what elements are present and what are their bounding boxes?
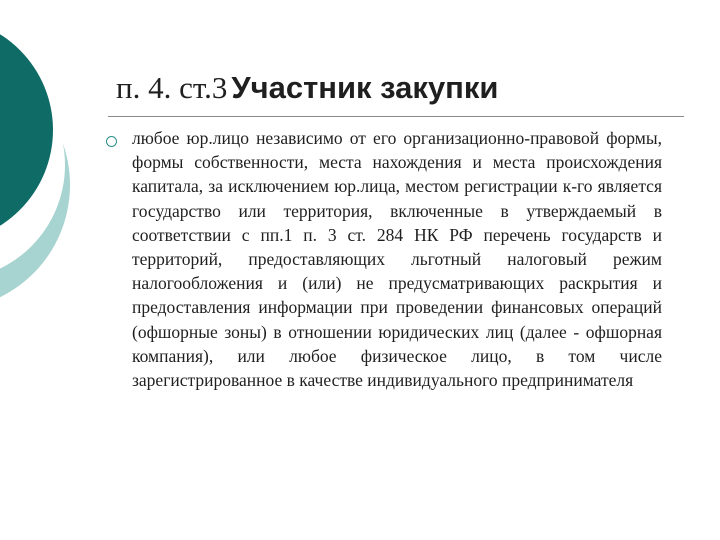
title-divider	[108, 116, 684, 117]
slide-title	[116, 70, 498, 106]
title-prefix: п. 4. ст.3	[116, 70, 228, 105]
decorative-circles	[0, 0, 80, 300]
bullet-circle-icon	[106, 136, 117, 147]
title-main: Участник закупки	[231, 70, 499, 105]
bullet-text: любое юр.лицо независимо от его организационно-правовой формы, формы собственности, места нахождения и места происхождения капитала, за исключением юр.лица, местом регистрации к-го является государство или территория, включенные в утверждаемый в соответствии с пп.1 п. 3 ст. 284 НК РФ перечень государств и территорий, предоставляющих льготный налоговый режим налогообложения и (или) не предусматривающих раскрытия и предоставления информации при проведении финансовых операций (офшорные зоны) в отношении юридических лиц (далее - офшорная компания), или любое физическое лицо, в том числе зарегистрированное в качестве индивидуального предпринимателя	[132, 128, 662, 391]
